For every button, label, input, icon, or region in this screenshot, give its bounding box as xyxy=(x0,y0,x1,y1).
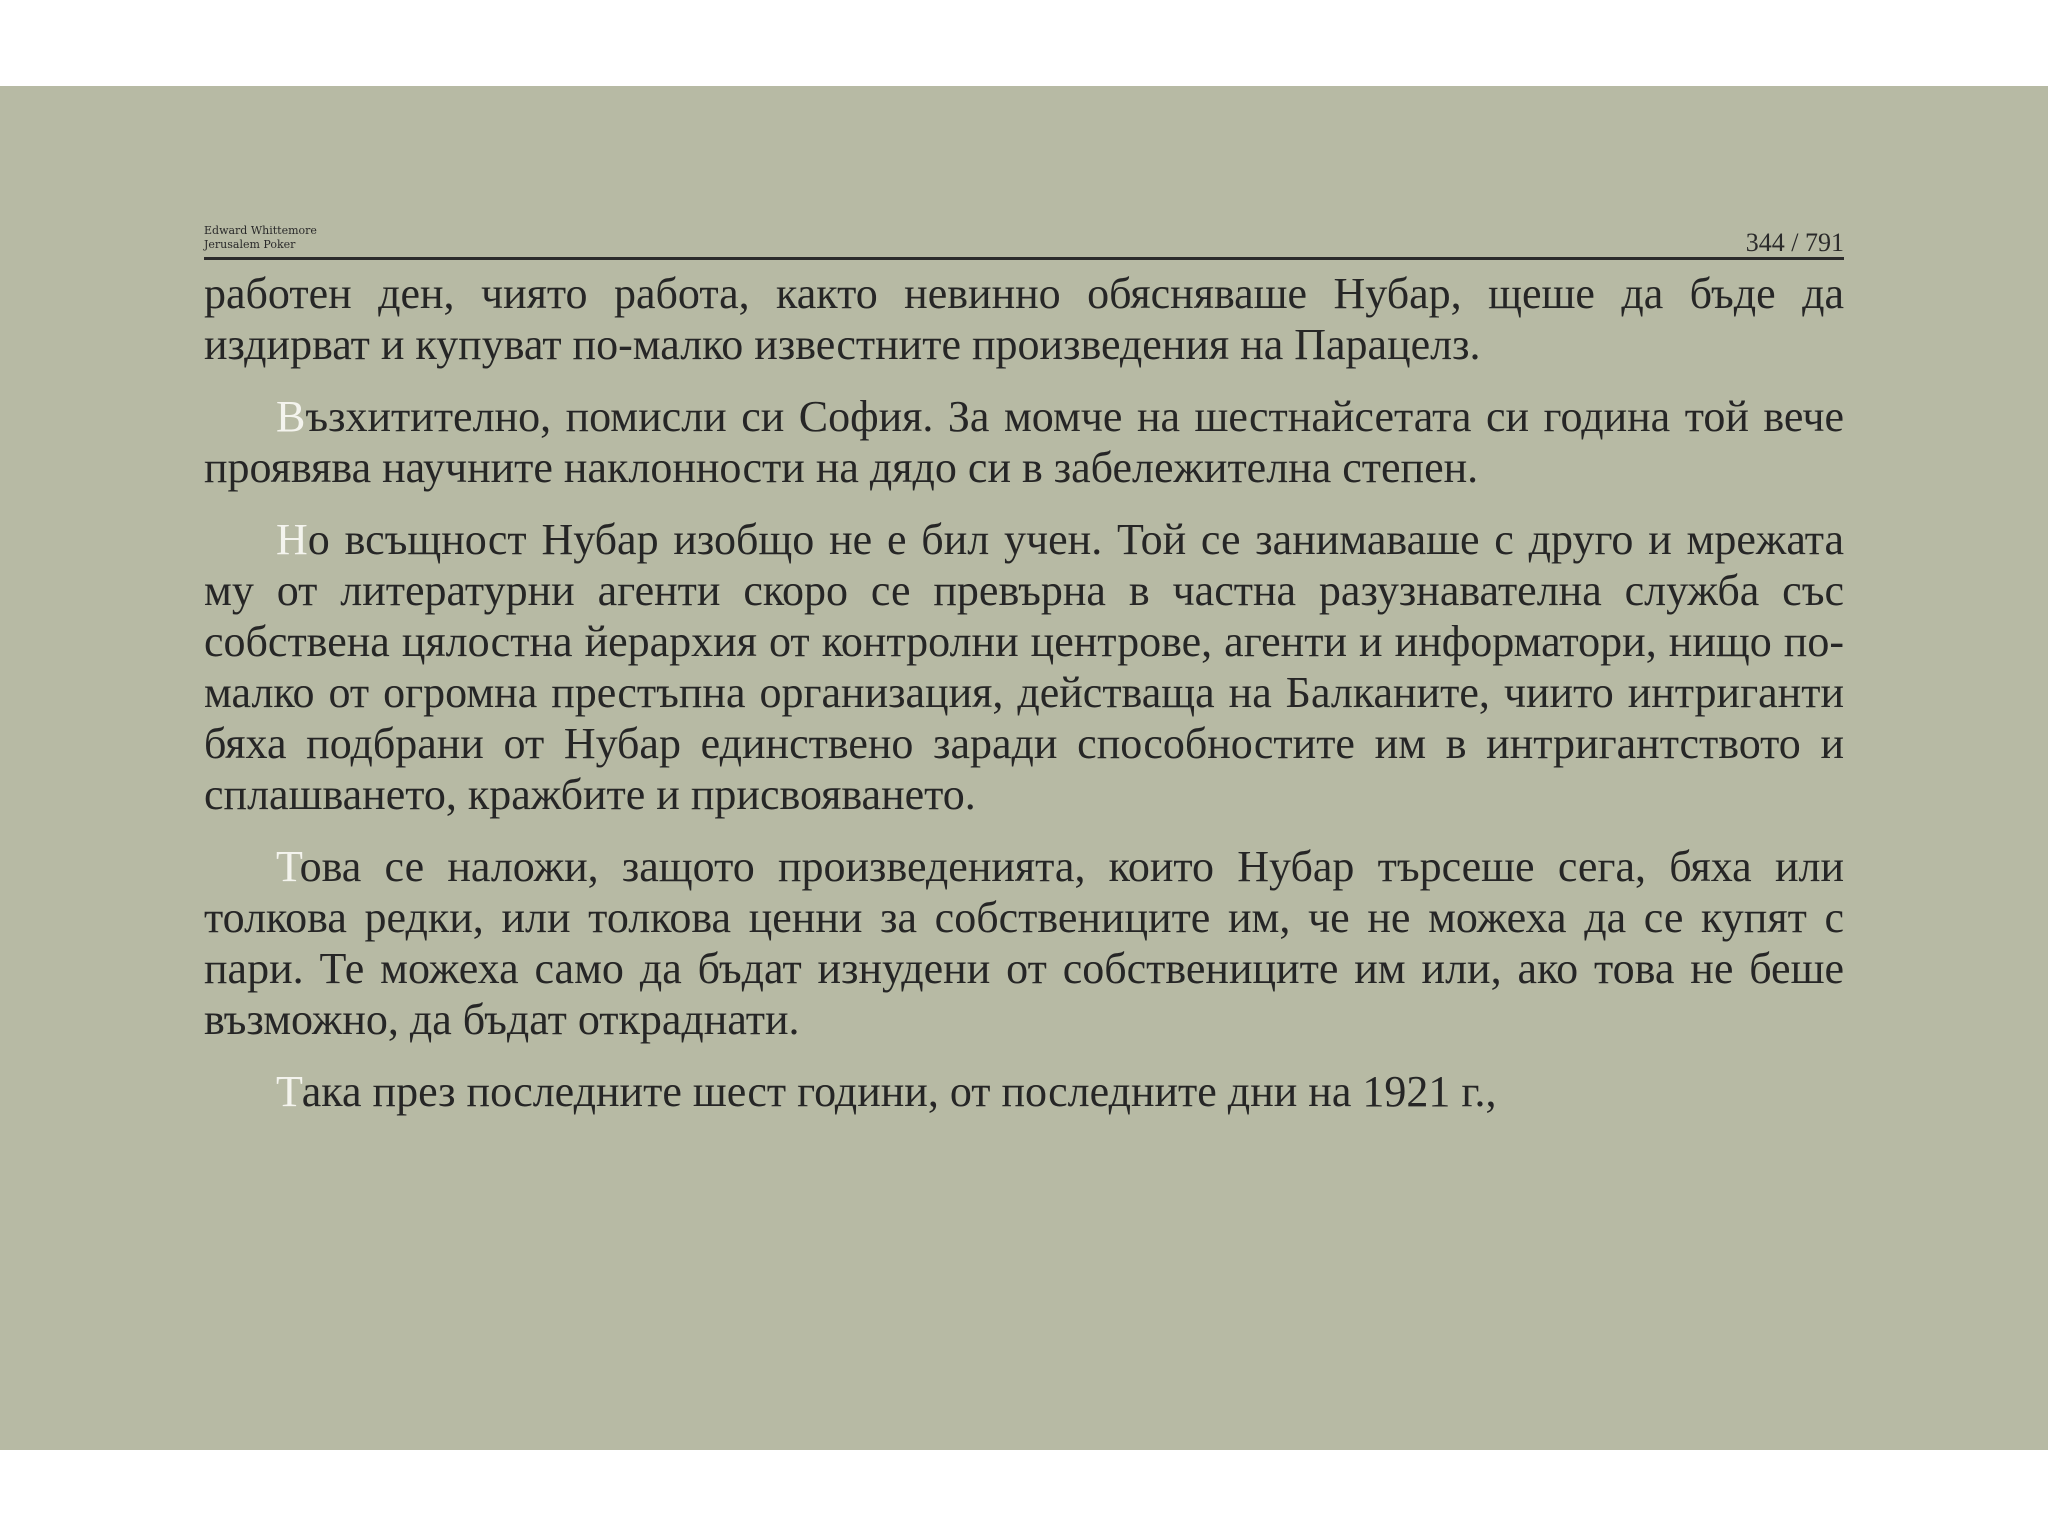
paragraph xyxy=(204,514,1844,820)
paragraph-initial: В xyxy=(276,392,306,441)
book-meta xyxy=(204,224,317,252)
author-name: Edward Whittemore xyxy=(204,224,317,237)
paragraph xyxy=(204,841,1844,1045)
paragraph-text: ова се наложи, защото произведенията, които Нубар търсеше сега, бяха или толкова редки, или толкова ценни за собствениците им, че не можеха да се купят с пари. Те можеха само да бъдат изнудени от собствениците им или, ако това не беше възможно, да бъдат откраднати. xyxy=(204,842,1844,1044)
page-header xyxy=(204,136,1844,260)
book-title: Jerusalem Poker xyxy=(204,238,296,251)
paragraph-text: ъзхитително, помисли си София. За момче на шестнайсетата си година той вече проявява научните наклонности на дядо си в забележителна степен. xyxy=(204,392,1844,492)
paragraph-initial: Т xyxy=(276,1067,302,1116)
page-number: 344 / 791 xyxy=(1745,228,1844,257)
paragraph-text: о всъщност Нубар изобщо не е бил учен. Той се занимаваше с друго и мрежата му от литературни агенти скоро се превърна в частна разузнавателна служба със собствена цялостна йерархия от контролни центрове, агенти и информатори, нищо по-малко от огромна престъпна организация, действаща на Балканите, чиито интриганти бяха подбрани от Нубар единствено заради способностите им в интригантството и сплашването, кражбите и присвояването. xyxy=(204,515,1844,819)
paragraph-initial: Т xyxy=(276,842,300,891)
paragraph xyxy=(204,1066,1844,1117)
header-divider xyxy=(204,257,1844,260)
paragraph xyxy=(204,391,1844,493)
paragraph-initial: Н xyxy=(276,515,308,564)
paragraph-text: ака през последните шест години, от последните дни на 1921 г., xyxy=(301,1067,1497,1116)
body-text xyxy=(204,268,1844,1138)
paragraph: работен ден, чиято работа, както невинно обясняваше Нубар, щеше да бъде да издирват и купуват по-малко известните произведения на Парацелз. xyxy=(204,269,1844,369)
